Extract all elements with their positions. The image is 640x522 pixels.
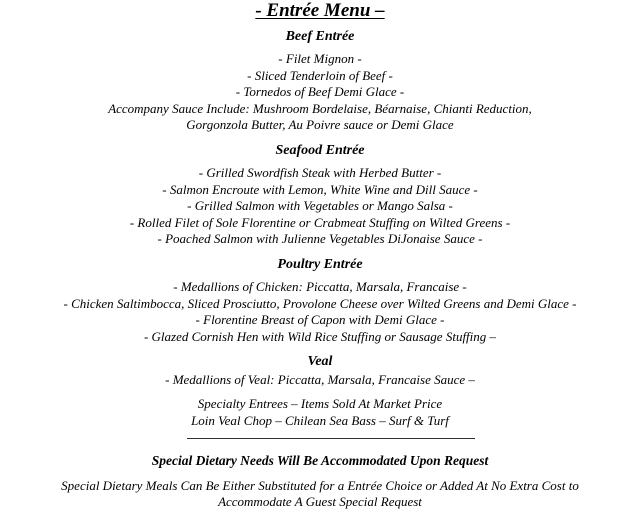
menu-item: - Filet Mignon - <box>278 51 362 66</box>
poultry-items <box>0 279 640 345</box>
poultry-heading: Poultry Entrée <box>277 257 363 272</box>
menu-item: - Medallions of Chicken: Piccatta, Marsala, Francaise - <box>173 279 467 294</box>
dietary-heading: Special Dietary Needs Will Be Accommodated Upon Request <box>151 453 489 468</box>
menu-item: - Poached Salmon with Julienne Vegetables DiJonaise Sauce - <box>157 231 483 246</box>
dietary-section <box>0 452 640 510</box>
specialty-line: Specialty Entrees – Items Sold At Market Price <box>197 396 443 411</box>
dietary-line: Accommodate A Guest Special Request <box>218 494 422 509</box>
menu-item: - Grilled Salmon with Vegetables or Mango Salsa - <box>187 198 453 213</box>
specialty-line: Loin Veal Chop – Chilean Sea Bass – Surf & Turf <box>191 412 449 428</box>
veal-heading: Veal <box>307 354 333 369</box>
menu-item: - Chicken Saltimbocca, Sliced Prosciutto, Provolone Cheese over Wilted Greens and Demi Glace - <box>63 295 577 311</box>
veal-section <box>0 353 640 389</box>
seafood-heading: Seafood Entrée <box>275 143 365 158</box>
menu-item: - Grilled Swordfish Steak with Herbed Butter - <box>198 165 442 180</box>
menu-title-text: - Entrée Menu – <box>255 0 385 21</box>
menu-item: - Sliced Tenderloin of Beef - <box>247 67 393 83</box>
sauce-line: Gorgonzola Butter, Au Poivre sauce or Demi Glace <box>186 117 454 132</box>
dietary-body <box>0 478 640 510</box>
menu-item: - Salmon Encroute with Lemon, White Wine and Dill Sauce - <box>162 181 478 197</box>
sauce-line: Accompany Sauce Include: Mushroom Bordelaise, Béarnaise, Chianti Reduction, <box>108 100 532 116</box>
menu-item: - Florentine Breast of Capon with Demi Glace - <box>195 312 445 327</box>
section-divider <box>187 438 475 439</box>
beef-section <box>0 28 640 134</box>
beef-heading: Beef Entrée <box>285 29 355 44</box>
seafood-items <box>0 165 640 248</box>
menu-item: - Glazed Cornish Hen with Wild Rice Stuffing or Sausage Stuffing – <box>143 328 497 344</box>
menu-title <box>0 0 640 22</box>
menu-item: - Tornedos of Beef Demi Glace - <box>235 84 405 99</box>
poultry-section <box>0 256 640 345</box>
seafood-section <box>0 142 640 248</box>
veal-items <box>0 372 640 389</box>
specialty-items <box>0 396 640 429</box>
menu-item: - Rolled Filet of Sole Florentine or Crabmeat Stuffing on Wilted Greens - <box>129 214 511 230</box>
beef-items <box>0 51 640 134</box>
specialty-section <box>0 396 640 429</box>
menu-item: - Medallions of Veal: Piccatta, Marsala, Francaise Sauce – <box>165 372 475 387</box>
dietary-line: Special Dietary Meals Can Be Either Substituted for a Entrée Choice or Added At No Extra Cost to <box>61 478 579 493</box>
